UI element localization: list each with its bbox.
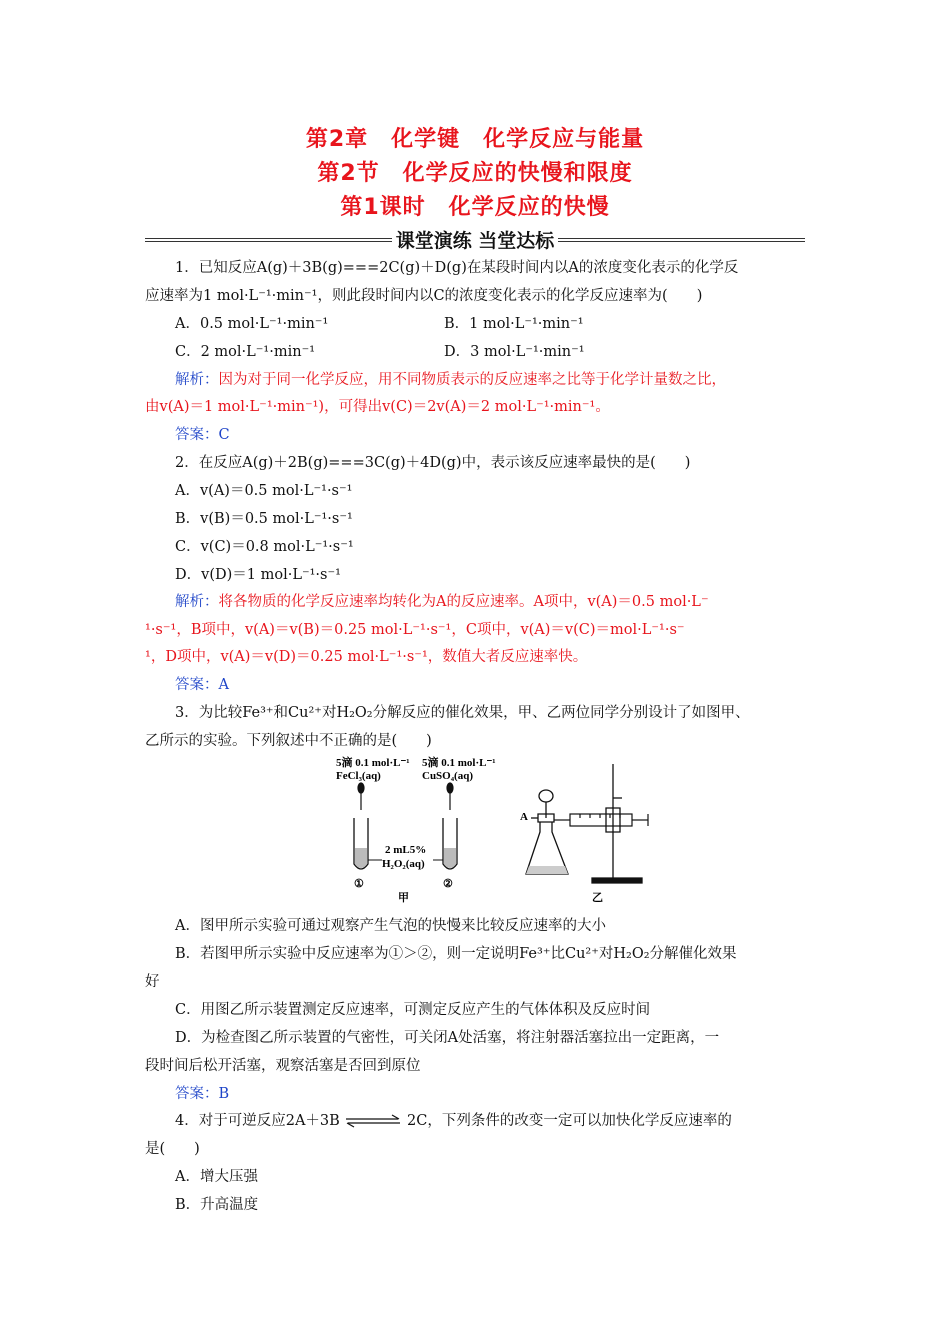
fig-label-left-2: FeCl₃(aq) xyxy=(336,770,381,782)
q4-line2: 是( ) xyxy=(145,1141,200,1157)
q1-explanation-text1: 因为对于同一化学反应，用不同物质表示的反应速率之比等于化学计量数之比， xyxy=(218,372,726,388)
fig-caption-b: 乙 xyxy=(592,892,603,904)
q1-option-b: B．1 mol·L⁻¹·min⁻¹ xyxy=(444,316,584,332)
q2-answer: 答案：A xyxy=(175,677,229,693)
q2-option-a: A．v(A)＝0.5 mol·L⁻¹·s⁻¹ xyxy=(175,483,353,499)
q2-option-c: C．v(C)＝0.8 mol·L⁻¹·s⁻¹ xyxy=(175,539,354,555)
fig-tube-label-2: ② xyxy=(443,878,453,890)
fig-label-right-1: 5滴 0.1 mol·L⁻¹ xyxy=(422,757,496,769)
q2-option-d: D．v(D)＝1 mol·L⁻¹·s⁻¹ xyxy=(175,567,341,583)
q2-explanation-line2: ¹·s⁻¹，B项中，v(A)＝v(B)＝0.25 mol·L⁻¹·s⁻¹，C项中，v(A)＝v(C)＝mol·L⁻¹·s⁻ xyxy=(145,622,685,638)
q4-option-a: A．增大压强 xyxy=(175,1169,258,1185)
test-tube-icon-2 xyxy=(443,818,457,869)
practice-banner xyxy=(145,226,805,252)
test-tube-icon-1 xyxy=(354,818,368,869)
q2-explanation-line3: ¹，D项中，v(A)＝v(D)＝0.25 mol·L⁻¹·s⁻¹，数值大者反应速率快。 xyxy=(145,649,588,665)
q4-line1 xyxy=(175,1111,732,1131)
q1-line1: 1．已知反应A(g)＋3B(g)===2C(g)＋D(g)在某段时间内以A的浓度变化表示的化学反 xyxy=(175,260,739,276)
q1-option-a: A．0.5 mol·L⁻¹·min⁻¹ xyxy=(175,316,329,332)
dropper-icon-left xyxy=(358,783,364,810)
q3-option-b-line2: 好 xyxy=(145,974,160,990)
q1-option-d: D．3 mol·L⁻¹·min⁻¹ xyxy=(444,344,585,360)
q3-line2: 乙所示的实验。下列叙述中不正确的是( ) xyxy=(145,733,432,749)
q1-explanation-label: 解析： xyxy=(175,372,219,388)
ring-stand-icon xyxy=(592,764,642,883)
q4-line1-b: 2C，下列条件的改变一定可以加快化学反应速率的 xyxy=(407,1113,732,1129)
q3-option-b-line1: B．若图甲所示实验中反应速率为①＞②，则一定说明Fe³⁺比Cu²⁺对H₂O₂分解催化效果 xyxy=(175,946,737,962)
flask-icon xyxy=(526,790,568,874)
q1-line2: 应速率为1 mol·L⁻¹·min⁻¹，则此段时间内以C的浓度变化表示的化学反应速率为( ) xyxy=(145,288,703,304)
fig-valve-label: A xyxy=(520,811,528,823)
q2-explanation-label: 解析： xyxy=(175,594,219,610)
q2-option-b: B．v(B)＝0.5 mol·L⁻¹·s⁻¹ xyxy=(175,511,353,527)
section-title: 第2节 化学反应的快慢和限度 xyxy=(317,161,633,186)
banner-text: 课堂演练 当堂达标 xyxy=(392,230,559,252)
q3-option-d-line2: 段时间后松开活塞，观察活塞是否回到原位 xyxy=(145,1058,421,1074)
fig-mid-2: H₂O₂(aq) xyxy=(382,858,425,870)
q3-line1: 3．为比较Fe³⁺和Cu²⁺对H₂O₂分解反应的催化效果，甲、乙两位同学分别设计了如图甲、 xyxy=(175,705,750,721)
fig-tube-label-1: ① xyxy=(354,878,364,890)
q2-explanation-text1: 将各物质的化学反应速率均转化为A的反应速率。A项中，v(A)＝0.5 mol·L⁻ xyxy=(218,594,709,610)
q3-option-c: C．用图乙所示装置测定反应速率，可测定反应产生的气体体积及反应时间 xyxy=(175,1002,651,1018)
fig-caption-a: 甲 xyxy=(398,892,409,904)
fig-label-left-1: 5滴 0.1 mol·L⁻¹ xyxy=(336,757,410,769)
syringe-icon xyxy=(554,814,648,826)
q4-option-b: B．升高温度 xyxy=(175,1197,259,1213)
experiment-figure xyxy=(330,756,660,906)
fig-mid-1: 2 mL5% xyxy=(385,844,427,856)
dropper-icon-right xyxy=(447,783,453,810)
q2-line1: 2．在反应A(g)＋2B(g)===3C(g)＋4D(g)中，表示该反应速率最快的是( ) xyxy=(175,455,691,471)
chapter-title: 第2章 化学键 化学反应与能量 xyxy=(305,127,645,152)
q1-answer: 答案：C xyxy=(175,427,230,443)
q1-explanation-line1 xyxy=(175,370,726,390)
q3-option-a: A．图甲所示实验可通过观察产生气泡的快慢来比较反应速率的大小 xyxy=(175,918,606,934)
q3-answer: 答案：B xyxy=(175,1086,230,1102)
q2-explanation-line1 xyxy=(175,592,709,612)
q1-explanation-line2: 由v(A)＝1 mol·L⁻¹·min⁻¹)，可得出v(C)＝2v(A)＝2 mol·L⁻¹·min⁻¹。 xyxy=(145,399,610,415)
lesson-title: 第1课时 化学反应的快慢 xyxy=(340,195,610,220)
q4-line1-a: 4．对于可逆反应2A＋3B xyxy=(175,1113,340,1129)
reversible-arrow-icon xyxy=(344,1114,402,1128)
q3-option-d-line1: D．为检查图乙所示装置的气密性，可关闭A处活塞，将注射器活塞拉出一定距离，一 xyxy=(175,1030,720,1046)
q1-option-c: C．2 mol·L⁻¹·min⁻¹ xyxy=(175,344,316,360)
fig-label-right-2: CuSO₄(aq) xyxy=(422,770,473,782)
